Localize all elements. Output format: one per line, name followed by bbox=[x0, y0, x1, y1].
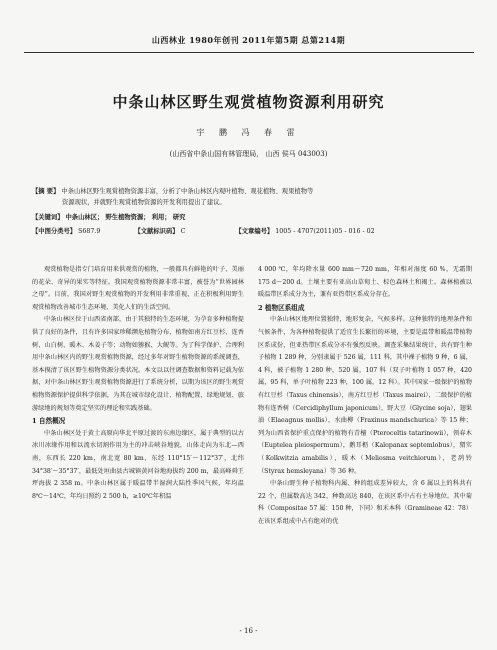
abstract-text-1: 中条山林区野生观赏植物资源丰富，分析了中条山林区内观叶植物、观花植物、观果植物等 bbox=[61, 188, 314, 195]
affiliation: (山西省中条山国有林管理局， 山西 侯马 043003) bbox=[169, 150, 328, 158]
doccode-label: 【文献标识码】 bbox=[134, 228, 179, 235]
keywords-text: 中条山林区； 野生植物资源； 利用； 研究 bbox=[65, 214, 186, 221]
section-heading: 1 自然概况 bbox=[32, 417, 66, 426]
clc-label: 【中图分类号】 bbox=[32, 228, 77, 235]
header-rule bbox=[24, 52, 474, 53]
paragraph: 中条山野生种子植物科内属、种的组成差异较大，含 6 属以上的科共有 22 个，但属数高达 342，种数高达 840，在该区系中占有主导地位。其中菊科（Compositae 57 属：150 种，下同）和禾本科（Gramineae 42：78）在该区系组成中占有绝对的优 bbox=[258, 480, 472, 525]
authors: 宇 鹏 冯 春 雷 bbox=[196, 128, 301, 137]
article-title: 中条山林区野生观赏植物资源利用研究 bbox=[112, 93, 385, 111]
classification-line bbox=[32, 226, 472, 237]
journal-header: 山西林业 1980年创刊 2011年第5期 总第214期 bbox=[151, 35, 346, 45]
paragraph: 中条山林区处于黄土高原向华北平原过渡的东南边缘区，属于典型的以古冰川冰缘作用和以流水切割作用为主的冲击峡谷地貌，山体走向为东北—西南，东西长 220 km，南北宽 80 km，东经 110°15′～112°37′，北纬 34°38′～35°37′，最低处垣曲县古城镇黄河谷地海拔约 200 m，最高峰舜王坪海拔 2 358 m。中条山林区属于暖温带半湿润大陆性季风气候，年均温 8℃～14℃，年均日照约 2 500 h，≥10℃年积温 bbox=[32, 429, 244, 500]
paragraph: 中条山林区位于山西省南部，由于其独特的生态环境，为孕育多种植物提供了良好的条件，且有许多国家珍稀濒危植物分布，植物如南方红豆杉、连香树、山白树、暖木、木姜子等；动物如猕猴、大鲵等。为了科学保护、合理利用中条山林区内的野生观赏植物资源，经过多年对野生植物资源的系统调查，基本摸清了该区野生植物资源分类状况。本文以以往调查数据和资料记载为依据，对中条山林区野生观赏植物资源进行了系统分析，以期为该区的野生观赏植物资源保护提供科学依据，为其在城市绿化设计、植物配置、绿地规划、旅游绿地的规划等奠定坚实的理论和实践基础。 bbox=[32, 316, 244, 412]
abstract-line-2 bbox=[62, 197, 497, 208]
doccode-value: C bbox=[180, 228, 186, 235]
right-column bbox=[258, 264, 472, 528]
left-column bbox=[32, 264, 244, 503]
keywords-label: 【关键词】 bbox=[32, 214, 64, 221]
abstract-label: 【摘 要】 bbox=[32, 188, 60, 195]
paragraph: 4 000 ℃，年均降水量 600 mm～720 mm，年相对湿度 60 %，无霜期 175 d～200 d。土壤主要有亚高山草甸土、棕色森林土和褐土。森林植被以暖温带区系成分为主，兼有亚热带区系成分存在。 bbox=[258, 266, 472, 299]
page-number: - 16 - bbox=[239, 627, 258, 635]
keywords-line bbox=[32, 212, 472, 223]
clc-value: S687.9 bbox=[78, 228, 101, 235]
paragraph: 中条山林区地理位置独特，地形复杂，气候多样。这种独特的地理条件和气候条件，为各种植物提供了适宜生长繁衍的环境，主要是温带和暖温带植物区系成份，但亚热带区系成分亦有强烈反映。调查采集结果统计，共有野生种子植物 1 289 种，分别隶属于 526 属，111 科，其中裸子植物 9 种，6 属，4 科，被子植物 1 280 种，520 属，107 科（双子叶植物 1 057 种，420 属，95 科，单子叶植物 223 种，100 属，12 科）。其中国家一级保护的植物有红豆杉（Taxus chinensis），南方红豆杉（Taxus mairei），二级保护的植物有连香树（Cercidiphyllum japonicum），野大豆（Glycine soja），翅果油（Elaeagnus mollis），水曲柳（Fraxinus mandschurica）等 15 种；列为山西省保护重点保护的植物有青檀（Pteroceltis tatarinowii），领春木（Euptelea pleiospermum），鹅耳枥（Kalopanax septemlobus），猬实（Kolkwitzia amabilis），暖木（Meliosma veitchiorum），老鸹铃（Styrax hemsleyana）等 36 种。 bbox=[258, 316, 472, 475]
paragraph: 观赏植物是指专门培育用来供观赏的植物，一般都具有鲜艳的叶子、美丽的花朵、奇异的果实等特征。我国观赏植物资源非常丰富，被誉为“世界园林之母”。目前，我国对野生观赏植物的开发利用非常重视，正在积极利用野生观赏植物改善城市生态环境、美化人们的生活空间。 bbox=[32, 266, 244, 311]
abstract-text-2: 资源现状，并就野生观赏植物资源的开发利用提出了建议。 bbox=[62, 199, 226, 206]
articleno-label: 【文章编号】 bbox=[235, 228, 274, 235]
section-heading: 2 植物区系组成 bbox=[258, 303, 305, 312]
abstract-line-1 bbox=[32, 186, 472, 197]
articleno-value: 1005 - 4707(2011)05 - 016 - 02 bbox=[275, 228, 375, 235]
